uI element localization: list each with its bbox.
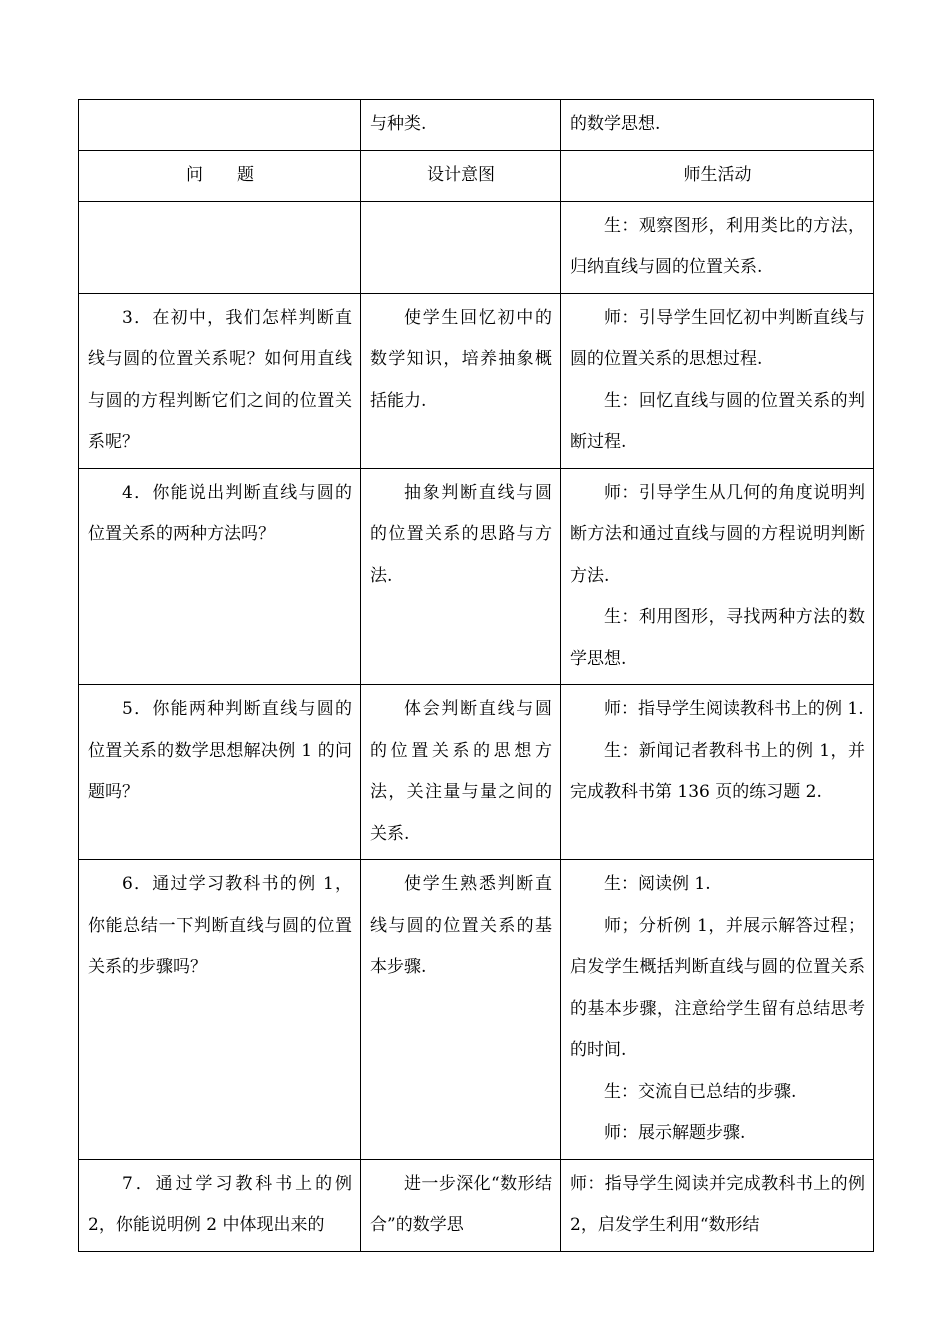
- activity-line: 师；分析例 1，并展示解答过程；启发学生概括判断直线与圆的位置关系的基本步骤，注意给学生留有总结思考的时间.: [570, 915, 865, 1060]
- activity-cell: [561, 468, 874, 685]
- activity-line: 师：指导学生阅读并完成教科书上的例 2，启发学生利用“数形结: [570, 1173, 865, 1235]
- column-header-intent: 设计意图: [361, 151, 561, 202]
- activity-line: 生：交流自已总结的步骤.: [604, 1081, 797, 1102]
- intent-cell: 进一步深化“数形结合”的数学思: [361, 1159, 561, 1251]
- question-cell: 5．你能两种判断直线与圆的位置关系的数学思想解决例 1 的问题吗？: [79, 685, 361, 860]
- activity-line: 师：引导学生回忆初中判断直线与圆的位置关系的思想过程.: [570, 307, 865, 369]
- activity-cell: [561, 1159, 874, 1251]
- activity-cell: [561, 201, 874, 293]
- activity-line: 师：指导学生阅读教科书上的例 1.: [604, 699, 864, 719]
- intent-cell: 抽象判断直线与圆的位置关系的思路与方法.: [361, 468, 561, 685]
- activity-line: 生：观察图形，利用类比的方法，归纳直线与圆的位置关系.: [570, 215, 865, 277]
- question-cell: [79, 201, 361, 293]
- column-header-activity: 师生活动: [561, 151, 874, 202]
- intent-cell: 体会判断直线与圆的位置关系的思想方法，关注量与量之间的关系.: [361, 685, 561, 860]
- intent-cell: 与种类.: [361, 100, 561, 151]
- activity-cell: [561, 685, 874, 860]
- question-cell: 4．你能说出判断直线与圆的位置关系的两种方法吗？: [79, 468, 361, 685]
- table-row: [79, 860, 874, 1160]
- column-header-question: 问 题: [79, 151, 361, 202]
- table-header-row: [79, 151, 874, 202]
- question-cell: 6．通过学习教科书的例 1，你能总结一下判断直线与圆的位置关系的步骤吗？: [79, 860, 361, 1160]
- activity-cell: 的数学思想.: [561, 100, 874, 151]
- question-cell: 3．在初中，我们怎样判断直线与圆的位置关系呢？如何用直线与圆的方程判断它们之间的位置关系呢？: [79, 293, 361, 468]
- question-cell: 7．通过学习教科书上的例 2，你能说明例 2 中体现出来的: [79, 1159, 361, 1251]
- activity-cell: [561, 860, 874, 1160]
- table-row: [79, 685, 874, 860]
- lesson-plan-table: [78, 99, 874, 1252]
- activity-cell: [561, 293, 874, 468]
- table-row: [79, 468, 874, 685]
- activity-line: 师：展示解题步骤.: [604, 1123, 746, 1143]
- activity-line: 生：阅读例 1.: [604, 874, 711, 894]
- activity-line: 师：引导学生从几何的角度说明判断方法和通过直线与圆的方程说明判断方法.: [570, 482, 865, 586]
- question-cell: [79, 100, 361, 151]
- table-row: [79, 100, 874, 151]
- intent-cell: [361, 201, 561, 293]
- table-row: [79, 293, 874, 468]
- activity-line: 生：新闻记者教科书上的例 1，并完成教科书第 136 页的练习题 2.: [570, 740, 865, 802]
- intent-cell: 使学生回忆初中的数学知识，培养抽象概括能力.: [361, 293, 561, 468]
- table-row: [79, 1159, 874, 1251]
- activity-line: 生：利用图形，寻找两种方法的数学思想.: [570, 607, 865, 669]
- table-row: [79, 201, 874, 293]
- intent-cell: 使学生熟悉判断直线与圆的位置关系的基本步骤.: [361, 860, 561, 1160]
- activity-line: 生：回忆直线与圆的位置关系的判断过程.: [570, 390, 865, 452]
